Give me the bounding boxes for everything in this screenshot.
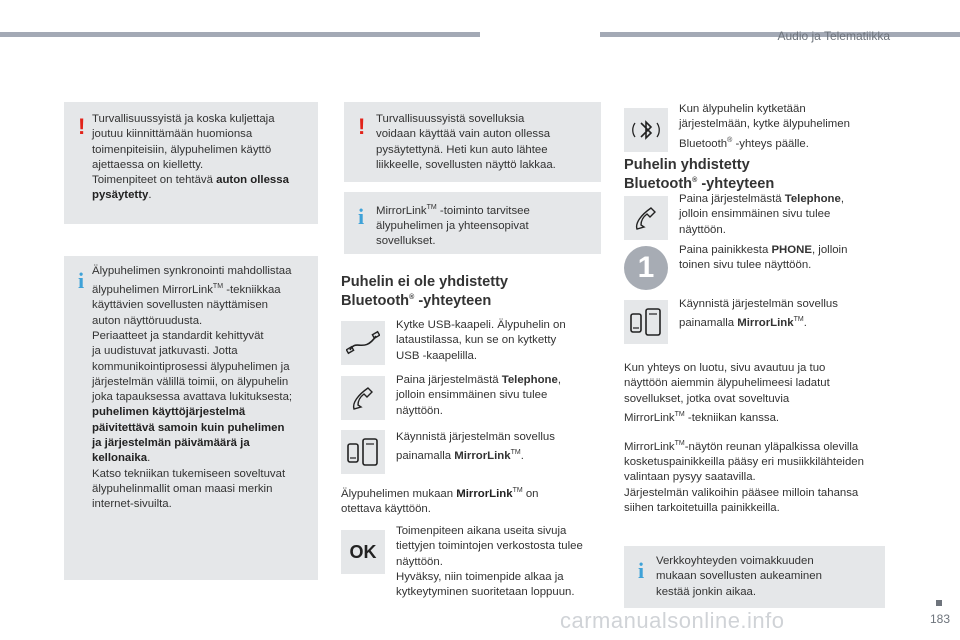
mirrorlink-info-box [344, 192, 601, 254]
phone-handset-icon [341, 376, 385, 420]
mirrorlink-icon [341, 430, 385, 474]
mirrorlink-step-text: Käynnistä järjestelmän sovellus painamalla MirrorLink™. [396, 431, 555, 463]
bluetooth-icon [624, 108, 668, 152]
info-icon: i [78, 268, 85, 293]
phone-button-step-text: Paina painikkesta PHONE, jolloin toinen sivu tulee näyttöön. [679, 244, 848, 272]
info-icon: i [358, 204, 365, 229]
mirrorlink-icon [624, 300, 668, 344]
safety-warning-box [64, 102, 318, 224]
safety-warning-text: Turvallisuussyistä ja koska kuljettaja joutuu kiinnittämään huomionsa toimenpiteisiin, älypuhelimen käyttö ajettaessa on kielletty. Toimenpiteet on tehtävä auton ollessa pysäytetty. [92, 113, 289, 202]
section-title: Audio ja Telematiikka [777, 29, 890, 43]
mirrorlink-enable-note: Älypuhelimen mukaan MirrorLink™ on otettava käyttöön. [341, 487, 539, 516]
compatibility-info-box [64, 256, 318, 580]
heading-connected: Puhelin yhdistetty Bluetooth® -yhteyteen [624, 157, 775, 192]
app-safety-warning-text: Turvallisuussyistä sovelluksia voidaan käyttää vain auton ollessa pysäytettynä. Heti kun auto lähtee liikkeelle, sovellusten näyttö lakkaa. [376, 113, 556, 171]
usb-step-text: Kytke USB-kaapeli. Älypuhelin on lataustilassa, kun se on kytketty USB -kaapelilla. [396, 319, 566, 362]
network-info-box [624, 546, 885, 608]
connection-established-note: Kun yhteys on luotu, sivu avautuu ja tuo näyttöön aiemmin älypuhelimeesi ladatut sovellukset, jotka ovat soveltuvia MirrorLink™ -tekniikan kanssa. [624, 362, 830, 424]
mirrorlink-info-text: MirrorLink™ -toiminto tarvitsee älypuhelimen ja yhteensopivat sovellukset. [376, 204, 530, 248]
phone-handset-icon [624, 196, 668, 240]
info-icon: i [638, 558, 645, 583]
network-info-text: Verkkoyhteyden voimakkuuden mukaan sovellusten aukeaminen kestää jonkin aikaa. [656, 555, 822, 598]
usb-cable-icon [341, 321, 385, 365]
compatibility-info-text: Älypuhelimen synkronointi mahdollistaa älypuhelimen MirrorLink™ -tekniikkaa käyttävien sovellusten näyttämisen auton näyttöruudusta. Periaatteet ja standardit kehittyvät ja uudistuvat jatkuvasti. Jotta kommunikointiprosessi älypuhelimen ja järjestelmän välillä toimii, on älypuhelin joka tapauksessa avattava lukituksesta; puhelimen käyttöjärjestelmä päivitettävä samoin kuin puhelimen ja järjestelmän päivämäärä ja kellonaika. Katso tekniikan tukemiseen soveltuvat älypuhelinmallit oman maasi merkin internet-sivuilta. [92, 265, 293, 511]
ok-button-icon: OK [341, 530, 385, 574]
ok-step-text: Toimenpiteen aikana useita sivuja tiettyjen toimintojen verkostosta tulee näyttöön. Hyväksy, niin toimenpide alkaa ja kytkeytyminen suoritetaan loppuun. [396, 525, 583, 599]
telephone-step-text: Paina järjestelmästä Telephone, jolloin ensimmäinen sivu tulee näyttöön. [679, 193, 845, 236]
watermark: carmanualsonline.info [560, 608, 785, 633]
page-marker [936, 600, 942, 606]
page-number: 183 [929, 612, 950, 626]
warning-icon: ! [358, 114, 366, 139]
mirrorlink-step-text: Käynnistä järjestelmän sovellus painamalla MirrorLink™. [679, 298, 838, 330]
mirrorlink-screen-note: MirrorLink™-näytön reunan yläpalkissa olevilla kosketuspainikkeilla pääsy eri musiikkilähteiden valintaan pysyy saatavilla. Järjestelmän valikoihin pääsee milloin tahansa siihen tarkoitetuilla painikkeilla. [624, 440, 864, 514]
heading-not-connected: Puhelin ei ole yhdistetty Bluetooth® -yhteyteen [341, 274, 509, 309]
top-rule-left [0, 32, 480, 37]
warning-icon: ! [78, 114, 86, 139]
bluetooth-step-text: Kun älypuhelin kytketään järjestelmään, kytke älypuhelimen Bluetooth® -yhteys päälle. [679, 103, 850, 150]
app-safety-warning-box [344, 102, 601, 182]
telephone-step-text: Paina järjestelmästä Telephone, jolloin ensimmäinen sivu tulee näyttöön. [396, 374, 562, 417]
step-number-badge: 1 [624, 246, 668, 290]
